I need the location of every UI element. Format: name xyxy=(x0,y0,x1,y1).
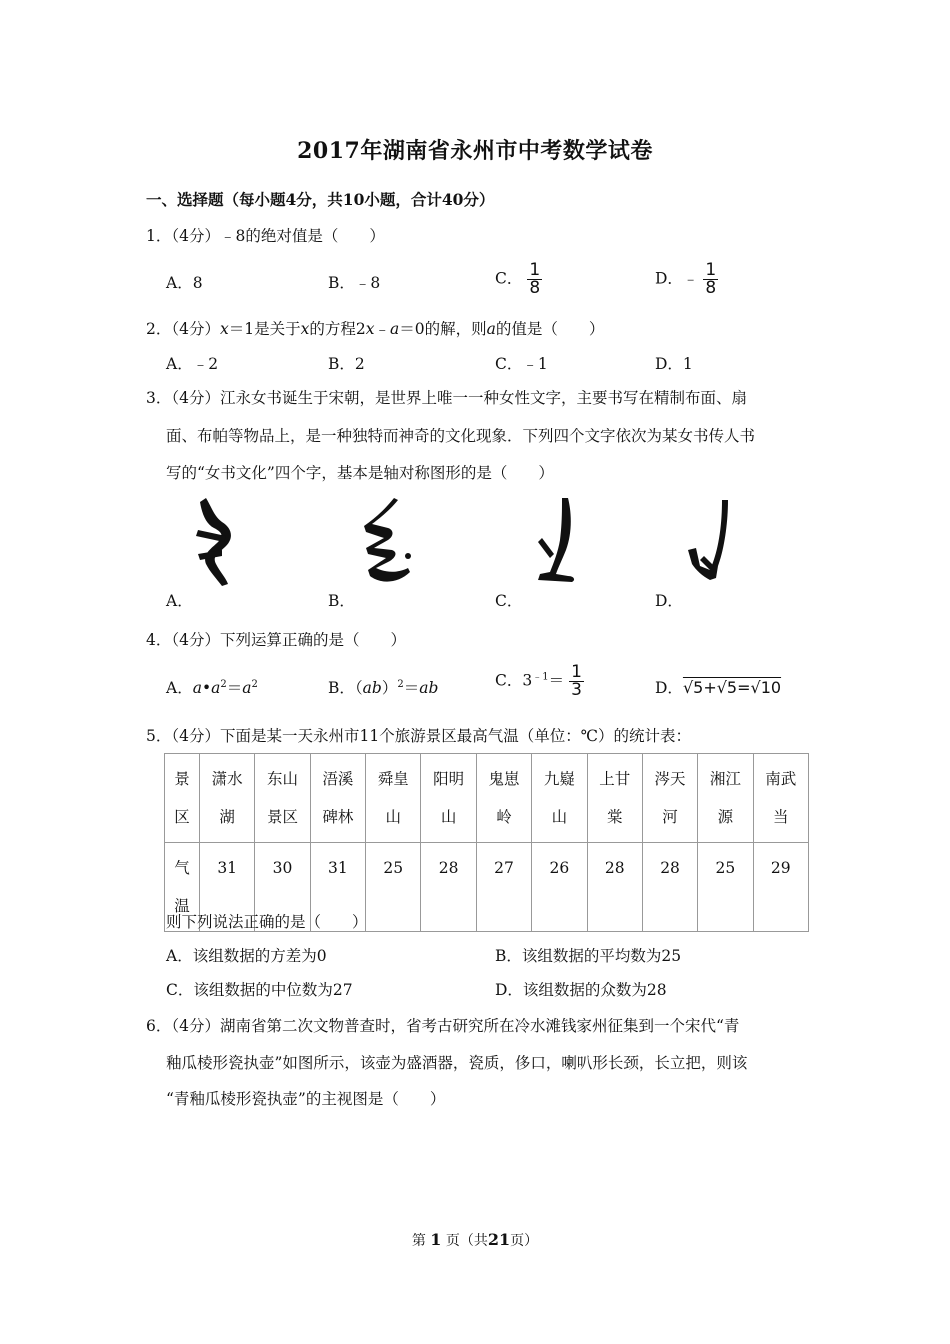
q4-c-denominator: 3 xyxy=(571,680,582,700)
q1-option-a: A．8 xyxy=(166,274,203,292)
table-header-label: 景 区 xyxy=(165,754,200,843)
q4-a-dot: • xyxy=(201,679,212,697)
q2-var-x: x xyxy=(300,320,310,338)
q3-option-d: D． xyxy=(655,592,683,610)
table-cell: 26 xyxy=(532,843,587,932)
table-header-cell: 南武 当 xyxy=(753,754,808,843)
q2-var-a: a xyxy=(486,320,496,338)
table-row-label: 气 温 xyxy=(165,843,200,932)
q1-option-d-label: D．﹣ xyxy=(655,269,699,288)
table-cell: 27 xyxy=(476,843,531,932)
q4-c-equals: ＝ xyxy=(548,671,565,690)
table-header-cell: 九嶷 山 xyxy=(532,754,587,843)
q2-var-x: x xyxy=(219,320,229,338)
table-header-cell: 涔天 河 xyxy=(642,754,697,843)
q4-stem: 4．（4分）下列运算正确的是（ ） xyxy=(146,631,406,649)
q2-text-3: ﹣ xyxy=(374,320,390,338)
table-header-cell: 阳明 山 xyxy=(421,754,476,843)
q5-option-b: B．该组数据的平均数为25 xyxy=(495,947,682,965)
table-cell: 30 xyxy=(255,843,310,932)
q4-a-exponent: 2 xyxy=(220,678,227,690)
q2-option-a: A．﹣2 xyxy=(166,355,219,373)
section-heading: 一、选择题（每小题4分，共10小题，合计40分） xyxy=(146,190,495,209)
q4-c-fraction xyxy=(569,664,584,699)
q4-option-a xyxy=(166,676,258,698)
footer-prefix: 第 xyxy=(411,1233,426,1249)
page-title: 2017年湖南省永州市中考数学试卷 xyxy=(297,138,653,164)
table-header-cell: 潇水 湖 xyxy=(200,754,255,843)
q5-follow-up: 则下列说法正确的是（ ） xyxy=(166,913,368,931)
table-cell: 29 xyxy=(753,843,808,932)
table-cell: 25 xyxy=(698,843,753,932)
q6-line-3: “青釉瓜棱形瓷执壶”的主视图是（ ） xyxy=(166,1090,446,1108)
footer-page-number: 1 xyxy=(430,1230,442,1249)
q4-option-d xyxy=(655,676,781,698)
q4-a-var: a xyxy=(211,679,221,697)
q2-var-a: a xyxy=(390,320,400,338)
q2-text-2: 的方程2 xyxy=(309,320,366,338)
q4-c-exponent: ﹣1 xyxy=(532,671,549,683)
q3-option-c: C． xyxy=(495,592,523,610)
q1-option-d xyxy=(655,262,718,297)
q6-line-1: 6．（4分）湖南省第二次文物普查时，省考古研究所在冷水滩钱家州征集到一个宋代“青 xyxy=(146,1017,740,1035)
q1-c-denominator: 8 xyxy=(529,278,541,298)
q4-a-label: A． xyxy=(166,679,193,697)
table-header-row xyxy=(165,754,809,843)
q5-option-c: C．该组数据的中位数为27 xyxy=(166,981,353,999)
q2-text-5: 的值是（ ） xyxy=(495,320,605,338)
q2-option-b: B．2 xyxy=(328,355,365,373)
q4-a-var: a xyxy=(192,679,202,697)
q4-d-expression: √5+√5=√10 xyxy=(682,678,782,697)
table-cell: 28 xyxy=(421,843,476,932)
q4-option-c xyxy=(495,664,584,699)
q1-d-denominator: 8 xyxy=(705,278,717,298)
footer-suffix: 页） xyxy=(510,1233,539,1249)
q5-option-a: A．该组数据的方差为0 xyxy=(166,947,327,965)
q1-option-b: B．﹣8 xyxy=(328,274,381,292)
table-header-cell: 上甘 棠 xyxy=(587,754,642,843)
q1-option-c-fraction xyxy=(527,262,542,297)
q6-line-2: 釉瓜棱形瓷执壶”如图所示，该壶为盛酒器，瓷质，侈口，喇叭形长颈，长立把，则该 xyxy=(166,1054,748,1072)
table-header-cell: 鬼崽 岭 xyxy=(476,754,531,843)
table-header-cell: 湘江 源 xyxy=(698,754,753,843)
nushu-glyph-c-image xyxy=(528,494,584,588)
q1-option-c-label: C． xyxy=(495,269,523,288)
q4-b-label: B．（ xyxy=(328,679,363,697)
q2-number: 2．（4分） xyxy=(146,320,220,338)
q2-option-c: C．﹣1 xyxy=(495,355,548,373)
q2-text-4: ＝0的解，则 xyxy=(399,320,487,338)
q2-stem xyxy=(146,317,604,339)
q2-text-1: ＝1是关于 xyxy=(228,320,301,338)
temperature-table xyxy=(164,753,809,932)
q5-stem: 5．（4分）下面是某一天永州市11个旅游景区最高气温（单位：℃）的统计表： xyxy=(146,727,692,745)
q4-d-label: D． xyxy=(655,679,683,697)
footer-middle: 页（共 xyxy=(445,1233,488,1249)
q4-b-var: ab xyxy=(419,679,439,697)
q2-option-d: D．1 xyxy=(655,355,693,373)
nushu-glyph-a-image xyxy=(192,494,242,588)
q4-option-b xyxy=(328,676,438,698)
q1-option-d-fraction xyxy=(703,262,718,297)
q4-a-var: a xyxy=(242,679,252,697)
q3-option-b: B． xyxy=(328,592,355,610)
q3-line-3: 写的“女书文化”四个字，基本是轴对称图形的是（ ） xyxy=(166,464,554,482)
q4-b-equals: ＝ xyxy=(403,679,420,697)
q4-b-exponent: 2 xyxy=(397,678,404,690)
q4-b-close: ） xyxy=(381,679,398,697)
table-cell: 25 xyxy=(366,843,421,932)
q2-var-x: x xyxy=(365,320,375,338)
nushu-glyph-d-image xyxy=(684,494,734,588)
table-cell: 28 xyxy=(587,843,642,932)
table-header-cell: 浯溪 碑林 xyxy=(310,754,365,843)
nushu-glyph-b-image xyxy=(358,494,418,588)
q3-line-2: 面、布帕等物品上，是一种独特而神奇的文化现象．下列四个文字依次为某女书传人书 xyxy=(166,427,756,445)
footer-total-pages: 21 xyxy=(487,1230,511,1249)
q5-option-d: D．该组数据的众数为28 xyxy=(495,981,667,999)
q3-line-1: 3．（4分）江永女书诞生于宋朝，是世界上唯一一种女性文字，主要书写在精制布面、扇 xyxy=(146,389,747,407)
table-cell: 28 xyxy=(642,843,697,932)
table-cell: 31 xyxy=(200,843,255,932)
q4-a-equals: ＝ xyxy=(226,679,243,697)
q4-c-label: C．3 xyxy=(495,671,533,690)
q4-b-var: ab xyxy=(362,679,382,697)
q1-c-numerator: 1 xyxy=(529,260,541,280)
table-header-cell: 东山 景区 xyxy=(255,754,310,843)
q4-c-numerator: 1 xyxy=(571,662,582,682)
q1-stem: 1．（4分）﹣8的绝对值是（ ） xyxy=(146,227,385,245)
table-cell: 31 xyxy=(310,843,365,932)
table-header-cell: 舜皇 山 xyxy=(366,754,421,843)
q4-a-exponent: 2 xyxy=(251,678,258,690)
page-footer xyxy=(0,1230,950,1250)
q1-option-c xyxy=(495,262,542,297)
q3-option-a: A． xyxy=(166,592,193,610)
q1-d-numerator: 1 xyxy=(705,260,717,280)
